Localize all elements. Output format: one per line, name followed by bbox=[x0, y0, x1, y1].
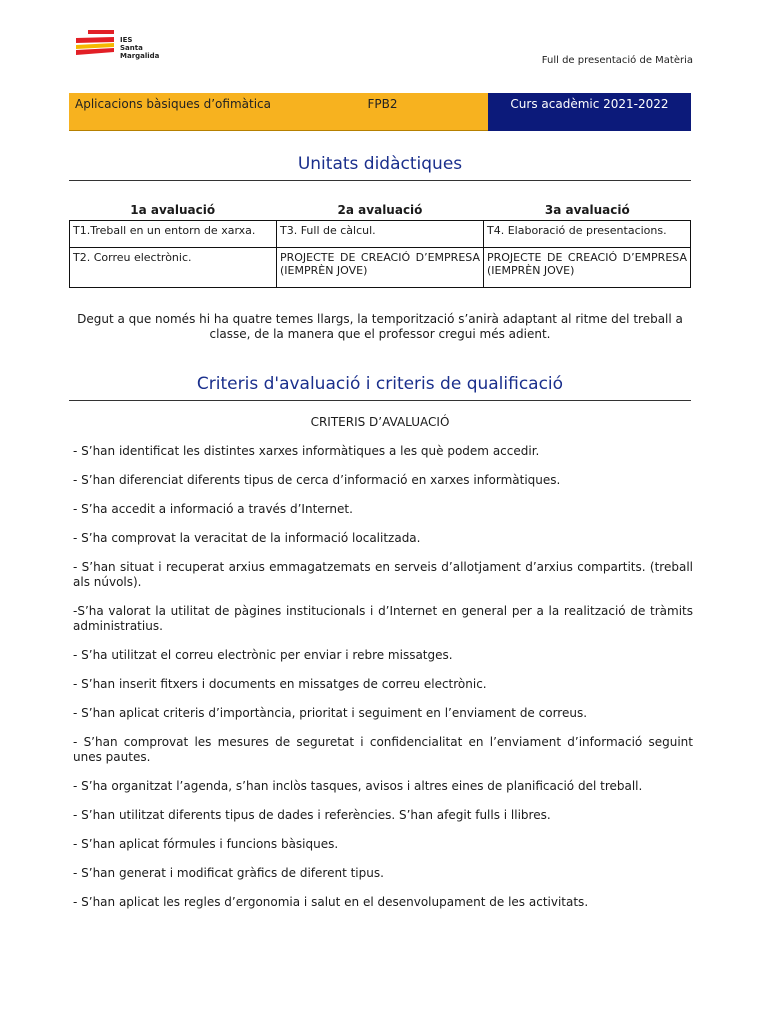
list-item: - S’han aplicat criteris d’importància, prioritat i seguiment en l’enviament de correus. bbox=[73, 706, 588, 720]
evaluation-header-1: 1a avaluació bbox=[130, 203, 216, 217]
document-type-label: Full de presentació de Matèria bbox=[541, 55, 693, 66]
list-item: - S’ha organitzat l’agenda, s’han inclòs tasques, avisos i altres eines de planificació del treball. bbox=[73, 779, 643, 793]
list-item: - S’han generat i modificat gràfics de diferent tipus. bbox=[73, 866, 384, 880]
criteria-subtitle: CRITERIS D’AVALUACIÓ bbox=[310, 415, 450, 429]
list-item: - S’han diferenciat diferents tipus de cerca d’informació en xarxes informàtiques. bbox=[73, 473, 561, 487]
table-row bbox=[70, 248, 691, 288]
evaluation-header-2: 2a avaluació bbox=[337, 203, 423, 217]
list-item: - S’han comprovat les mesures de seguretat i confidencialitat en l’enviament d’informació seguint unes pautes. bbox=[73, 735, 693, 764]
table-cell: T2. Correu electrònic. bbox=[70, 248, 277, 288]
subject-name: Aplicacions bàsiques d’ofimàtica bbox=[75, 97, 271, 111]
evaluation-header-3: 3a avaluació bbox=[544, 203, 630, 217]
list-item: - S’ha accedit a informació a través d’Internet. bbox=[73, 502, 353, 516]
list-item: -S’ha valorat la utilitat de pàgines institucionals i d’Internet en general per a la realització de tràmits administratius. bbox=[73, 604, 693, 633]
criteria-section-title: Criteris d'avaluació i criteris de qualificació bbox=[69, 374, 691, 401]
list-item: - S’ha comprovat la veracitat de la informació localitzada. bbox=[73, 531, 421, 545]
list-item: - S’han aplicat les regles d’ergonomia i salut en el desenvolupament de les activitats. bbox=[73, 895, 589, 909]
evaluation-headers bbox=[69, 203, 691, 217]
list-item: - S’han identificat les distintes xarxes informàtiques a les què podem accedir. bbox=[73, 444, 540, 458]
table-cell: PROJECTE DE CREACIÓ D’EMPRESA (IEMPRÈN JOVE) bbox=[484, 248, 691, 288]
list-item: - S’han inserit fitxers i documents en missatges de correu electrònic. bbox=[73, 677, 487, 691]
school-name bbox=[120, 36, 184, 60]
school-logo bbox=[74, 28, 184, 58]
course-code: FPB2 bbox=[367, 97, 398, 111]
criteria-list bbox=[73, 444, 693, 924]
units-table bbox=[69, 220, 691, 288]
list-item: - S’han situat i recuperat arxius emmagatzemats en serveis d’allotjament d’arxius compartits. (treball als núvols). bbox=[73, 560, 693, 589]
list-item: - S’han aplicat fórmules i funcions bàsiques. bbox=[73, 837, 339, 851]
list-item: - S’han utilitzat diferents tipus de dades i referències. S’han afegit fulls i llibres. bbox=[73, 808, 551, 822]
table-cell: T4. Elaboració de presentacions. bbox=[484, 221, 691, 248]
school-name-line1: IES bbox=[120, 36, 133, 44]
subject-info-band bbox=[69, 93, 691, 131]
academic-year: Curs acadèmic 2021-2022 bbox=[488, 93, 691, 131]
list-item: - S’ha utilitzat el correu electrònic per enviar i rebre missatges. bbox=[73, 648, 453, 662]
table-cell: PROJECTE DE CREACIÓ D’EMPRESA (IEMPRÈN JOVE) bbox=[277, 248, 484, 288]
subject-info-left bbox=[69, 93, 488, 131]
units-section-title: Unitats didàctiques bbox=[69, 154, 691, 181]
table-cell: T3. Full de càlcul. bbox=[277, 221, 484, 248]
table-row bbox=[70, 221, 691, 248]
school-name-line2: Santa Margalida bbox=[120, 44, 160, 60]
school-logo-icon bbox=[74, 28, 118, 58]
table-cell: T1.Treball en un entorn de xarxa. bbox=[70, 221, 277, 248]
scheduling-note: Degut a que només hi ha quatre temes llargs, la temporització s’anirà adaptant al ritme del treball a classe, de la manera que el professor cregui més adient. bbox=[77, 312, 683, 341]
